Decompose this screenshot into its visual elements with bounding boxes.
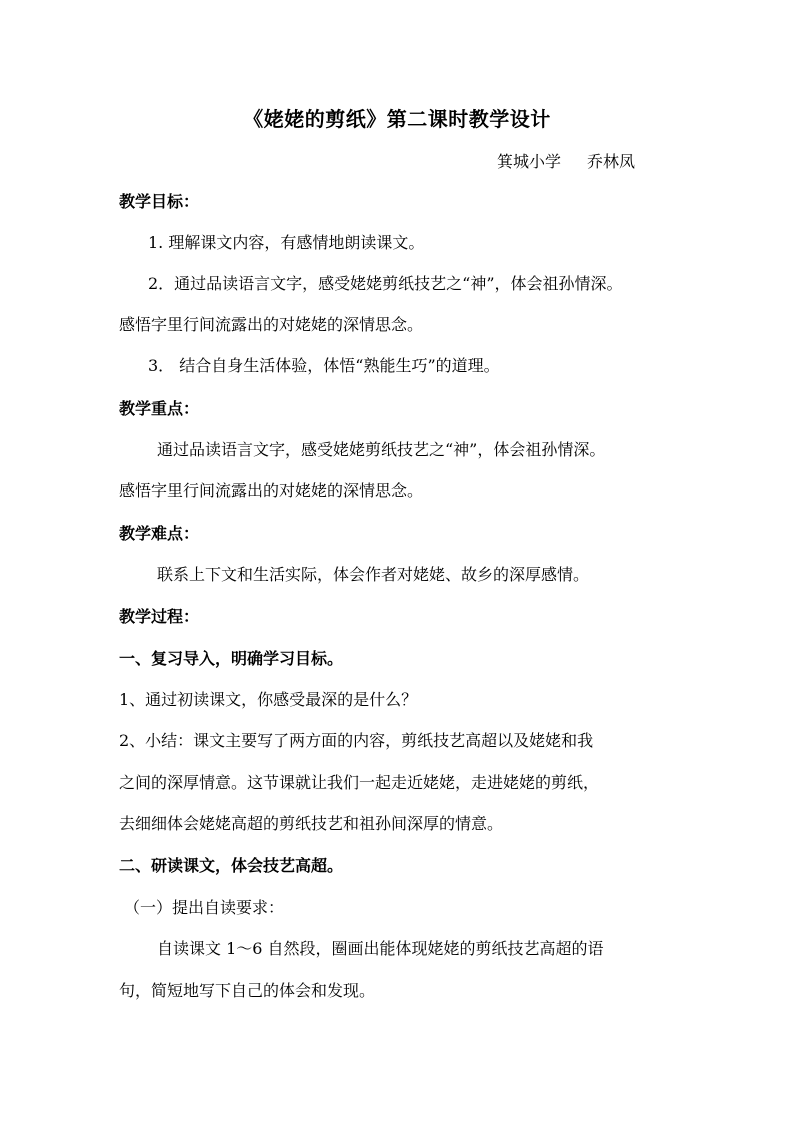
author-name: 乔林凤 — [587, 152, 636, 171]
author-school: 箕城小学 — [497, 152, 562, 171]
document-title: 《姥姥的剪纸》第二课时教学设计 — [243, 107, 551, 131]
key-line1: 通过品读语言文字，感受姥姥剪纸技艺之“神”，体会祖孙情深。 — [157, 440, 606, 459]
goal-3: 3． 结合自身生活体验，体悟“熟能生巧”的道理。 — [148, 356, 500, 375]
part2-sub1-line1: 自读课文 1～6 自然段，圈画出能体现姥姥的剪纸技艺高超的语 — [157, 939, 604, 958]
author-line — [497, 149, 635, 172]
part2-heading: 二、研读课文，体会技艺高超。 — [119, 856, 344, 875]
key-line2: 感悟字里行间流露出的对姥姥的深情思念。 — [119, 481, 424, 500]
key-heading: 教学重点： — [119, 399, 200, 418]
difficulty-heading: 教学难点： — [119, 524, 200, 543]
part1-heading: 一、复习导入，明确学习目标。 — [119, 649, 344, 668]
goal-1: 1. 理解课文内容，有感情地朗读课文。 — [148, 233, 425, 252]
part2-sub1-line2: 句，简短地写下自己的体会和发现。 — [119, 981, 376, 1000]
part1-item2-line1: 2、小结：课文主要写了两方面的内容，剪纸技艺高超以及姥姥和我 — [119, 731, 594, 750]
difficulty-line1: 联系上下文和生活实际，体会作者对姥姥、故乡的深厚感情。 — [157, 565, 590, 584]
part2-sub1: （一）提出自读要求： — [124, 898, 285, 917]
part1-item2-line3: 去细细体会姥姥高超的剪纸技艺和祖孙间深厚的情意。 — [119, 814, 504, 833]
goal-2-line2: 感悟字里行间流露出的对姥姥的深情思念。 — [119, 315, 424, 334]
goals-heading: 教学目标： — [119, 192, 200, 211]
process-heading: 教学过程： — [119, 607, 200, 626]
part1-item1: 1、通过初读课文，你感受最深的是什么？ — [119, 690, 418, 709]
goal-2-line1: 2．通过品读语言文字，感受姥姥剪纸技艺之“神”，体会祖孙情深。 — [148, 274, 623, 293]
part1-item2-line2: 之间的深厚情意。这节课就让我们一起走近姥姥，走进姥姥的剪纸， — [119, 773, 600, 792]
